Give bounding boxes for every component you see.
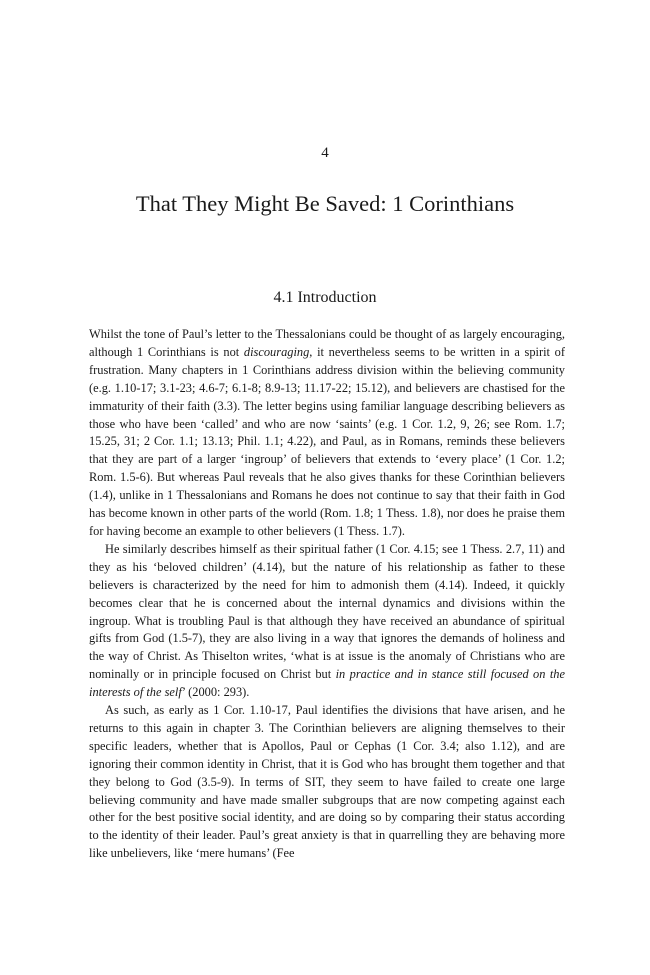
paragraph [89,326,565,541]
paragraph-text: , it nevertheless seems to be written in a spirit of frustration. Many chapters in 1 Corinthians address division within the believing community (e.g. 1.10-17; 3.1-23; 4.6-7; 6.1-8; 8.9-13; 11.17-22; 15.12), and believers are chastised for the immaturity of their faith (3.3). The letter begins using familiar language describing believers as those who have been ‘called’ and who are now ‘saints’ (e.g. 1 Cor. 1.2, 9, 26; see Rom. 1.7; 15.25, 31; 2 Cor. 1.1; 13.13; Phil. 1.1; 4.22), and Paul, as in Romans, reminds these believers that they are part of a larger ‘ingroup’ of believers that extends to ‘every place’ (1 Cor. 1.2; Rom. 1.5-6). But whereas Paul reveals that he also gives thanks for these Corinthian believers (1.4), unlike in 1 Thessalonians and Romans he does not continue to say that their faith in God has become known in other parts of the world (Rom. 1.8; 1 Thess. 1.8), nor does he praise them for having become an example to other believers (1 Thess. 1.7). [89,344,565,538]
paragraph [89,702,565,863]
body-text [89,326,565,863]
paragraph-text: Whilst the tone of Paul’s letter to the Thessalonians could be thought of as largely encouraging, although 1 Corinthians is not [89,327,565,359]
paragraph [89,541,565,702]
paragraph-text: He similarly describes himself as their spiritual father (1 Cor. 4.15; see 1 Thess. 2.7, 11) and they as his ‘beloved children’ (4.14), but the nature of his relationship as father to these believers is characterized by the need for him to admonish them (4.14). Indeed, it quickly becomes clear that he is concerned about the internal dynamics and divisions within the ingroup. What is troubling Paul is that although they have received an abundance of spiritual gifts from God (1.5-7), they are also living in a way that ignores the demands of holiness and the way of Christ. As Thiselton writes, ‘what is at issue is the anomaly of Christians who are nominally or in principle focused on Christ but [89,541,565,682]
emphasis-text: discouraging [243,344,310,359]
paragraph-text: ’ (2000: 293). [181,685,250,700]
section-heading: 4.1 Introduction [273,289,377,306]
emphasis-text: in practice and in stance still focused on the interests of the self [89,667,565,700]
paragraph-text: As such, as early as 1 Cor. 1.10-17, Paul identifies the divisions that have arisen, and he returns to this again in chapter 3. The Corinthian believers are aligning themselves to their specific leaders, whether that is Apollos, Paul or Cephas (1 Cor. 3.4; also 1.12), and are ignoring their common identity in Christ, that it is God who has brought them together and that they belong to God (3.5-9). In terms of SIT, they seem to have failed to create one large believing community and have made smaller subgroups that are now competing against each other for the best positive social identity, and are doing so by comparing their status according to the identity of their leader. Paul’s great anxiety is that in quarrelling they are behaving more like unbelievers, like ‘mere humans’ (Fee [89,703,565,861]
chapter-number: 4 [321,145,329,161]
chapter-title: That They Might Be Saved: 1 Corinthians [135,191,515,216]
